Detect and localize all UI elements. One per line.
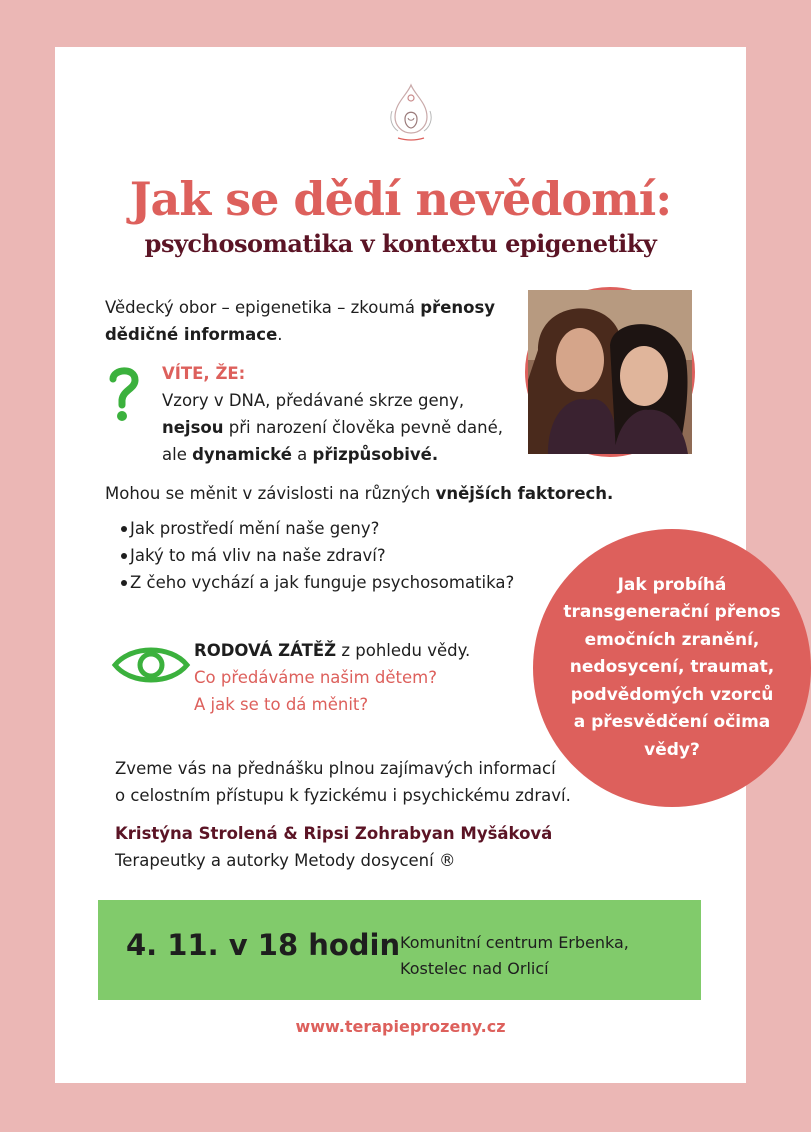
event-banner — [98, 900, 701, 1000]
did-you-know-bold-nejsou: nejsou — [162, 418, 224, 437]
questions-list — [105, 515, 575, 596]
circle-line: transgenerační přenos — [563, 602, 781, 623]
website-link[interactable]: www.terapieprozeny.cz — [295, 1017, 506, 1036]
authors-block — [115, 820, 635, 874]
circle-line: emočních zranění, — [584, 629, 760, 650]
intro-bold: přenosy dědičné informace — [105, 298, 496, 344]
did-you-know-line-2-rest: při narození člověka pevně dané, — [223, 418, 503, 437]
highlight-circle — [533, 529, 811, 807]
circle-line: a přesvědčení očima — [573, 712, 771, 733]
did-you-know-bold-dynamic: dynamické — [192, 445, 292, 464]
did-you-know-line-3-mid: a — [291, 445, 313, 464]
question-mark-icon — [107, 365, 141, 423]
intro-text: Vědecký obor – epigenetika – zkoumá — [105, 298, 421, 317]
venue-line-1: Komunitní centrum Erbenka, — [400, 933, 629, 952]
venue-line-2: Kostelec nad Orlicí — [400, 959, 549, 978]
ancestral-question-1: Co předáváme našim dětem? — [194, 668, 437, 687]
eye-icon — [111, 643, 191, 687]
circle-line: Jak probíhá — [617, 574, 727, 595]
bullet-icon — [121, 553, 127, 559]
invitation-line-1: Zveme vás na přednášku plnou zajímavých informací — [115, 759, 556, 778]
page-title: Jak se dědí nevědomí: — [129, 172, 672, 226]
did-you-know-heading: VÍTE, ŽE: — [162, 364, 246, 383]
question-text: Jak prostředí mění naše geny? — [130, 519, 380, 538]
did-you-know-line-3 — [162, 441, 522, 468]
ancestral-burden-bold: RODOVÁ ZÁTĚŽ — [194, 641, 337, 660]
event-datetime: 4. 11. v 18 hodin — [126, 928, 401, 962]
question-text: Z čeho vychází a jak funguje psychosomatika? — [130, 573, 515, 592]
factors-bold: vnějších faktorech. — [435, 484, 614, 503]
intro-paragraph — [105, 294, 525, 348]
list-item — [105, 515, 575, 542]
portrait-photo — [525, 287, 695, 457]
intro-period: . — [277, 325, 283, 344]
ancestral-question-2: A jak se to dá měnit? — [194, 695, 369, 714]
did-you-know-line-2 — [162, 414, 522, 441]
circle-line: nedosycení, traumat, — [569, 657, 775, 678]
ancestral-burden-rest: z pohledu vědy. — [336, 641, 471, 660]
ancestral-burden-heading — [194, 637, 514, 664]
did-you-know-line-1: Vzory v DNA, předávané skrze geny, — [162, 391, 465, 410]
factors-line — [105, 480, 665, 507]
ancestral-burden-block — [194, 637, 514, 718]
author-role: Terapeutky a autorky Metody dosycení ® — [115, 851, 456, 870]
did-you-know-block — [162, 360, 522, 468]
page-subtitle: psychosomatika v kontextu epigenetiky — [144, 229, 657, 258]
bullet-icon — [121, 526, 127, 532]
question-text: Jaký to má vliv na naše zdraví? — [130, 546, 386, 565]
bullet-icon — [121, 580, 127, 586]
poster — [55, 47, 781, 1083]
list-item — [105, 542, 575, 569]
factors-text: Mohou se měnit v závislosti na různých — [105, 484, 436, 503]
author-names: Kristýna Strolená & Ripsi Zohrabyan Myšáková — [115, 824, 553, 843]
did-you-know-line-3-pre: ale — [162, 445, 193, 464]
highlight-circle-text — [557, 572, 787, 765]
logo-icon — [386, 81, 436, 145]
did-you-know-bold-adaptive: přizpůsobivé. — [312, 445, 439, 464]
list-item — [105, 569, 575, 596]
circle-line: vědy? — [644, 739, 700, 760]
event-venue — [400, 930, 690, 982]
invitation-line-2: o celostním přístupu k fyzickému i psychickému zdraví. — [115, 786, 571, 805]
circle-line: podvědomých vzorců — [570, 684, 774, 705]
